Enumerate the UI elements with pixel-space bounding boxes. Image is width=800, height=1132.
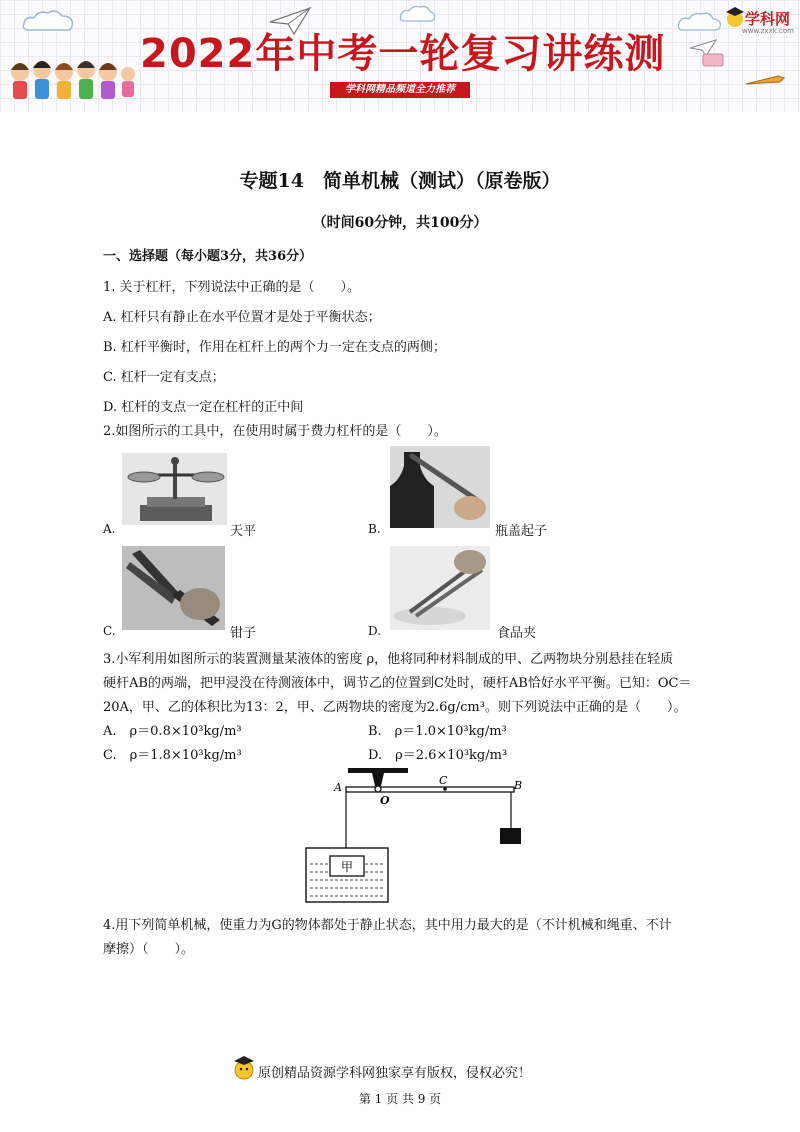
question-3-option-a: A. ρ＝0.8×10³kg/m³: [103, 724, 242, 739]
pivot-bracket: [372, 773, 384, 786]
pencil-icon: [742, 72, 788, 88]
question-2-option-b-caption: 瓶盖起子: [495, 524, 548, 539]
pliers-photo-icon: [122, 546, 225, 630]
block-yi: [500, 828, 521, 844]
bottle-opener-photo-icon: [390, 446, 490, 528]
question-1-stem: 1. 关于杠杆，下列说法中正确的是（ ）。: [103, 280, 361, 295]
site-logo-url: www.zxxk.com: [742, 27, 794, 35]
question-2-option-d-letter: D.: [368, 624, 382, 638]
lever-diagram: [300, 764, 530, 906]
question-1-option-a: A. 杠杆只有静止在水平位置才是处于平衡状态；: [103, 310, 381, 325]
document-subtitle: （时间60分钟，共100分）: [312, 215, 488, 231]
label-c: C: [439, 774, 448, 787]
question-2-option-a-caption: 天平: [230, 524, 257, 539]
banner-title: 2022年中考一轮复习讲练测: [140, 31, 666, 77]
question-2-option-a-letter: A.: [103, 522, 116, 536]
question-1-option-d: D. 杠杆的支点一定在杠杆的正中间: [103, 400, 304, 415]
children-illustration-icon: [6, 52, 136, 108]
food-tongs-photo-icon: [390, 546, 490, 630]
point-c-marker: [443, 787, 447, 791]
page-number: 第 1 页 共 9 页: [358, 1092, 442, 1106]
section-heading: 一、选择题（每小题3分，共36分）: [103, 249, 313, 264]
question-2-option-c-caption: 钳子: [230, 626, 257, 641]
copyright-notice: 原创精品资源学科网独家享有版权，侵权必究！: [258, 1066, 532, 1081]
question-4-line-1: 4.用下列简单机械，使重力为G的物体都处于静止状态，其中用力最大的是（不计机械和绳重、不计: [103, 918, 672, 933]
cloud-icon: [676, 10, 726, 34]
ceiling-support: [348, 768, 408, 773]
question-2-option-b-letter: B.: [368, 522, 381, 536]
banner-subtitle: 学科网精品频道全力推荐: [330, 82, 470, 98]
question-1-option-b: B. 杠杆平衡时，作用在杠杆上的两个力一定在支点的两侧；: [103, 340, 446, 355]
mascot-logo-icon: [724, 6, 746, 28]
question-1-option-c: C. 杠杆一定有支点；: [103, 370, 225, 385]
header-banner: [0, 0, 800, 112]
label-a: A: [334, 781, 342, 794]
site-logo-text: 学科网: [745, 10, 791, 28]
label-jia: 甲: [340, 860, 354, 874]
cloud-icon: [398, 4, 438, 24]
question-2-option-d-caption: 食品夹: [497, 626, 537, 641]
question-3-option-c: C. ρ＝1.8×10³kg/m³: [103, 748, 242, 763]
question-2-stem: 2.如图所示的工具中，在使用时属于费力杠杆的是（ ）。: [103, 424, 447, 439]
pivot-point: [375, 786, 381, 792]
question-4-line-2: 摩擦）（ ）。: [103, 942, 195, 957]
eraser-icon: [700, 50, 726, 70]
question-3-line-2: 硬杆AB的两端，把甲浸没在待测液体中，调节乙的位置到C处时，硬杆AB恰好水平平衡。已知：OC＝: [103, 676, 692, 691]
balance-scale-photo-icon: [122, 453, 227, 525]
document-title: 专题14 简单机械（测试）（原卷版）: [239, 170, 561, 192]
question-2-option-c-letter: C.: [103, 624, 116, 638]
question-3-line-3: 20A，甲、乙的体积比为13：2，甲、乙两物块的密度为2.6g/cm³。则下列说法中正确的是（ ）。: [103, 700, 687, 715]
label-b: B: [514, 779, 523, 792]
question-3-option-b: B. ρ＝1.0×10³kg/m³: [368, 724, 507, 739]
label-o: O: [380, 794, 390, 807]
question-3-line-1: 3.小军利用如图所示的装置测量某液体的密度 ρ，他将同种材料制成的甲、乙两物块分别悬挂在轻质: [103, 652, 674, 667]
question-3-option-d: D. ρ＝2.6×10³kg/m³: [368, 748, 508, 763]
cloud-icon: [20, 8, 80, 34]
mascot-footer-icon: [232, 1054, 256, 1082]
rigid-rod-ab: [346, 787, 514, 792]
